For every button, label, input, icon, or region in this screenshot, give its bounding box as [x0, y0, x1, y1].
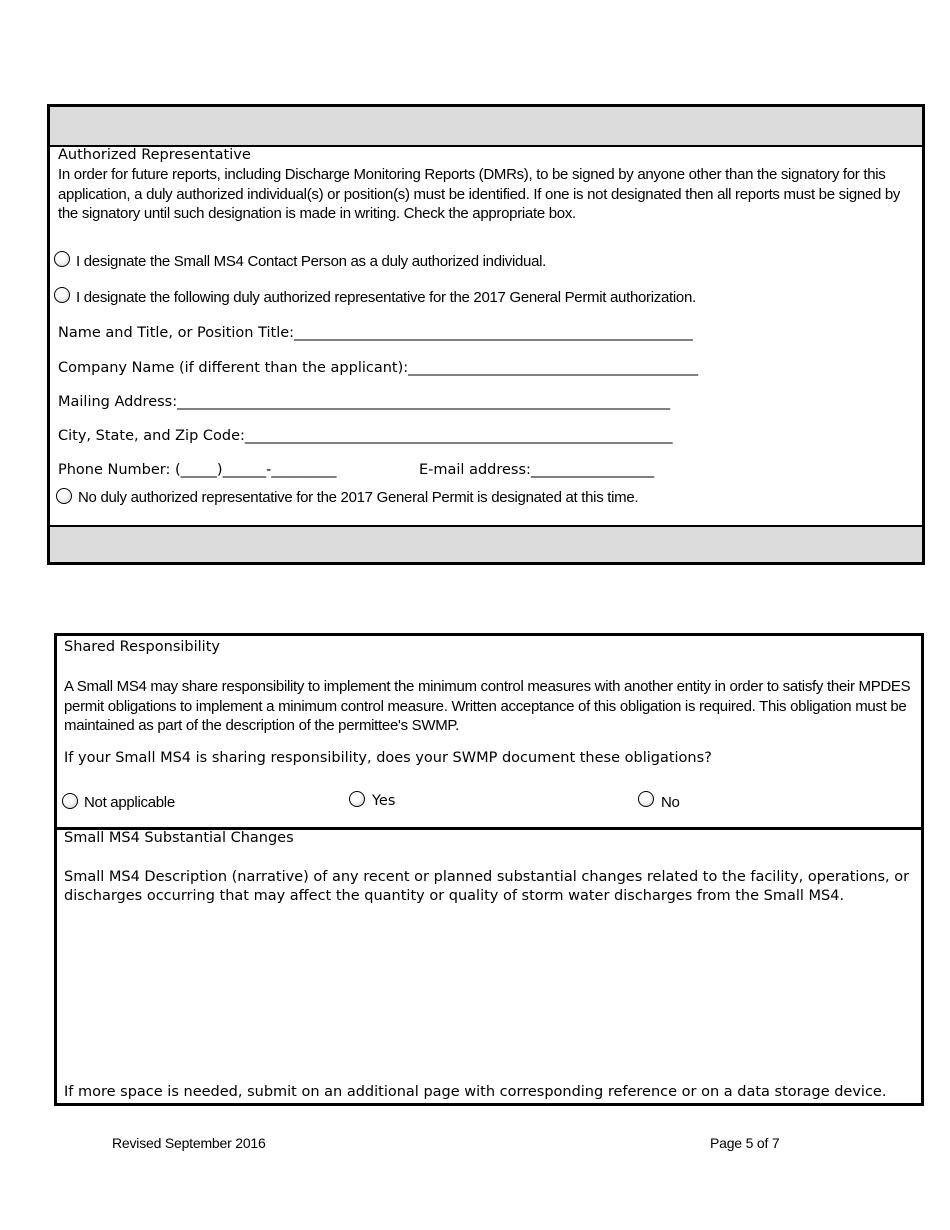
option-designate-label: I designate the following duly authorized representative for the 2017 General Permit authorization.	[76, 289, 696, 306]
page-number: Page 5 of 7	[710, 1135, 780, 1151]
radio-no[interactable]	[638, 791, 654, 807]
radio-designate-representative[interactable]	[54, 287, 70, 303]
company-name-field[interactable]: Company Name (if different than the applicant):________________________________________	[58, 360, 699, 376]
option-yes-label: Yes	[372, 793, 396, 809]
changes-narrative-area[interactable]	[64, 910, 914, 1080]
option-contact-person-label: I designate the Small MS4 Contact Person as a duly authorized individual.	[76, 253, 547, 270]
shared-heading: Shared Responsibility	[64, 639, 220, 655]
footer-band	[50, 525, 922, 562]
option-no-label: No	[661, 794, 680, 811]
changes-description-line1: Small MS4 Description (narrative) of any recent or planned substantial changes related to the facility, operations, or	[64, 869, 910, 885]
revised-date: Revised September 2016	[112, 1135, 266, 1151]
authorized-intro: In order for future reports, including Discharge Monitoring Reports (DMRs), to be signed by anyone other than the signatory for this application, a duly authorized individual(s) or position(s) must be identified. If one is not designated then all reports must be signed by the signatory until such designation is made in writing. Check the appropriate box.	[58, 166, 901, 222]
authorized-heading: Authorized Representative	[58, 147, 251, 163]
radio-not-applicable[interactable]	[62, 793, 78, 809]
shared-question: If your Small MS4 is sharing responsibility, does your SWMP document these obligations?	[64, 750, 712, 766]
more-space-note: If more space is needed, submit on an additional page with corresponding reference or on a data storage device.	[64, 1084, 887, 1100]
mailing-address-field[interactable]: Mailing Address:____________________________________________________________________	[58, 394, 671, 410]
shared-body: A Small MS4 may share responsibility to implement the minimum control measures with another entity in order to satisfy their MPDES permit obligations to implement a minimum control measure. Written acceptance of this obligation is required. This obligation must be maintained as part of the description of the permittee's SWMP.	[64, 678, 911, 734]
option-no-representative-label: No duly authorized representative for the 2017 General Permit is designated at this time.	[78, 489, 639, 506]
email-address-field[interactable]: E-mail address:_________________	[419, 462, 655, 478]
radio-contact-person[interactable]	[54, 251, 70, 267]
header-band	[50, 107, 922, 147]
changes-description-line2: discharges occurring that may affect the quantity or quality of storm water discharges from the Small MS4.	[64, 888, 845, 904]
city-state-zip-field[interactable]: City, State, and Zip Code:___________________________________________________________	[58, 428, 673, 444]
changes-heading: Small MS4 Substantial Changes	[64, 830, 294, 846]
radio-no-representative[interactable]	[56, 488, 72, 504]
radio-yes[interactable]	[349, 791, 365, 807]
option-not-applicable-label: Not applicable	[84, 794, 175, 811]
phone-number-field[interactable]: Phone Number: (_____)______-_________	[58, 462, 337, 478]
name-title-field[interactable]: Name and Title, or Position Title:_______________________________________________________	[58, 325, 693, 341]
